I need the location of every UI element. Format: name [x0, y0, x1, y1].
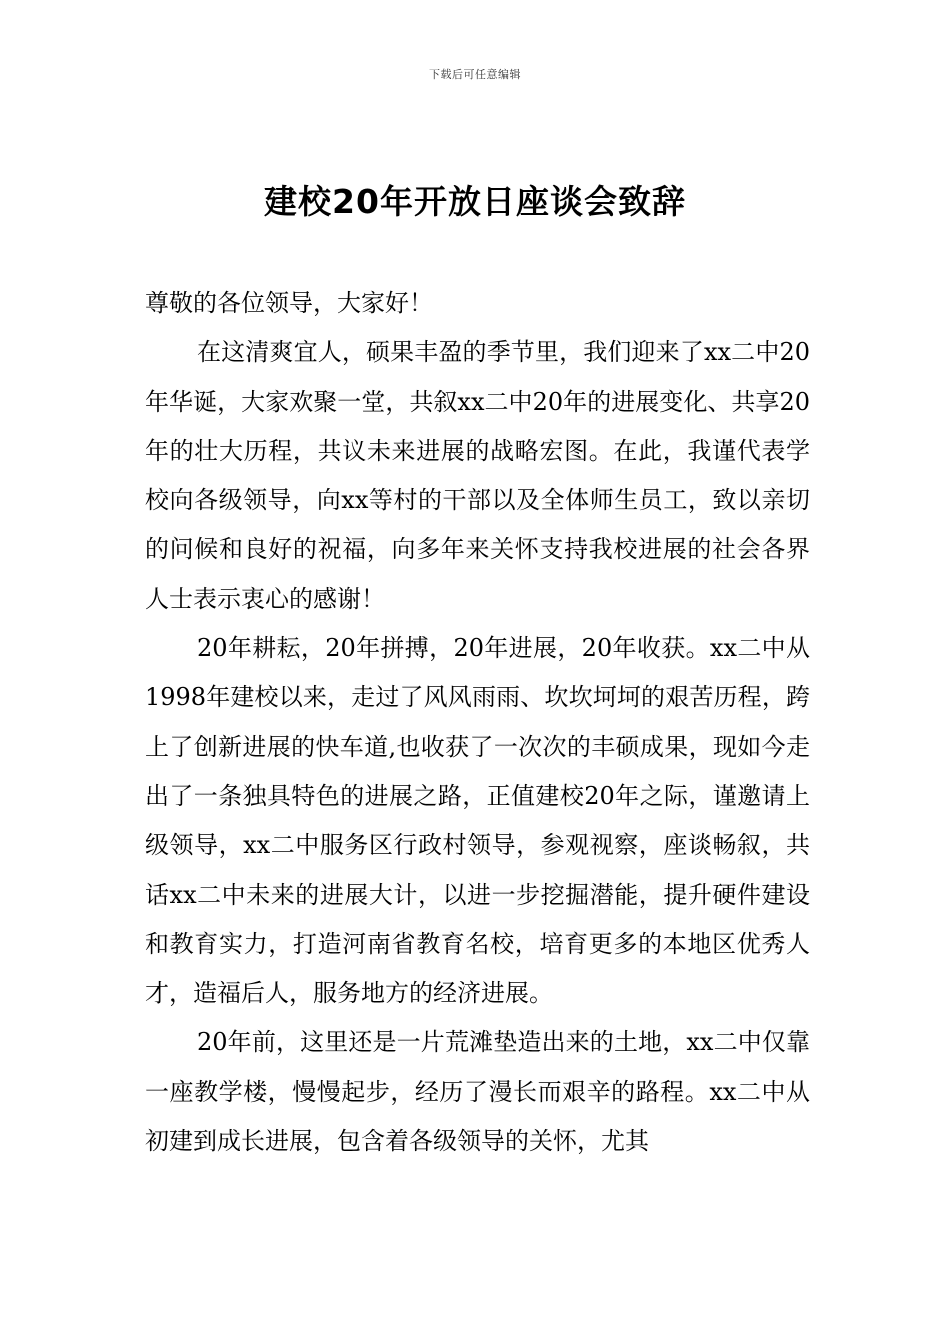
paragraph-2: 20年耕耘，20年拼搏，20年进展，20年收获。xx二中从1998年建校以来，走过了风风雨雨、坎坎坷坷的艰苦历程，跨上了创新进展的快车道,也收获了一次次的丰硕成果，现如今走出了一条独具特色的进展之路，正值建校20年之际，谨邀请上级领导，xx二中服务区行政村领导，参观视察，座谈畅叙，共话xx二中未来的进展大计，以进一步挖掘潜能，提升硬件建设和教育实力，打造河南省教育名校，培育更多的本地区优秀人才，造福后人，服务地方的经济进展。 [145, 634, 810, 1008]
document-body [145, 279, 810, 1166]
paragraph-1: 在这清爽宜人，硕果丰盈的季节里，我们迎来了xx二中20年华诞，大家欢聚一堂，共叙xx二中20年的进展变化、共享20年的壮大历程，共议未来进展的战略宏图。在此，我谨代表学校向各级领导，向xx等村的干部以及全体师生员工，致以亲切的问候和良好的祝福，向多年来关怀支持我校进展的社会各界人士表示衷心的感谢！ [145, 338, 810, 613]
paragraph-3: 20年前，这里还是一片荒滩垫造出来的土地，xx二中仅靠一座教学楼，慢慢起步，经历了漫长而艰辛的路程。xx二中从初建到成长进展，包含着各级领导的关怀，尤其 [145, 1028, 810, 1156]
header-note: 下载后可任意编辑 [429, 68, 521, 81]
greeting: 尊敬的各位领导，大家好！ [145, 289, 433, 317]
document-title: 建校20年开放日座谈会致辞 [264, 182, 686, 221]
